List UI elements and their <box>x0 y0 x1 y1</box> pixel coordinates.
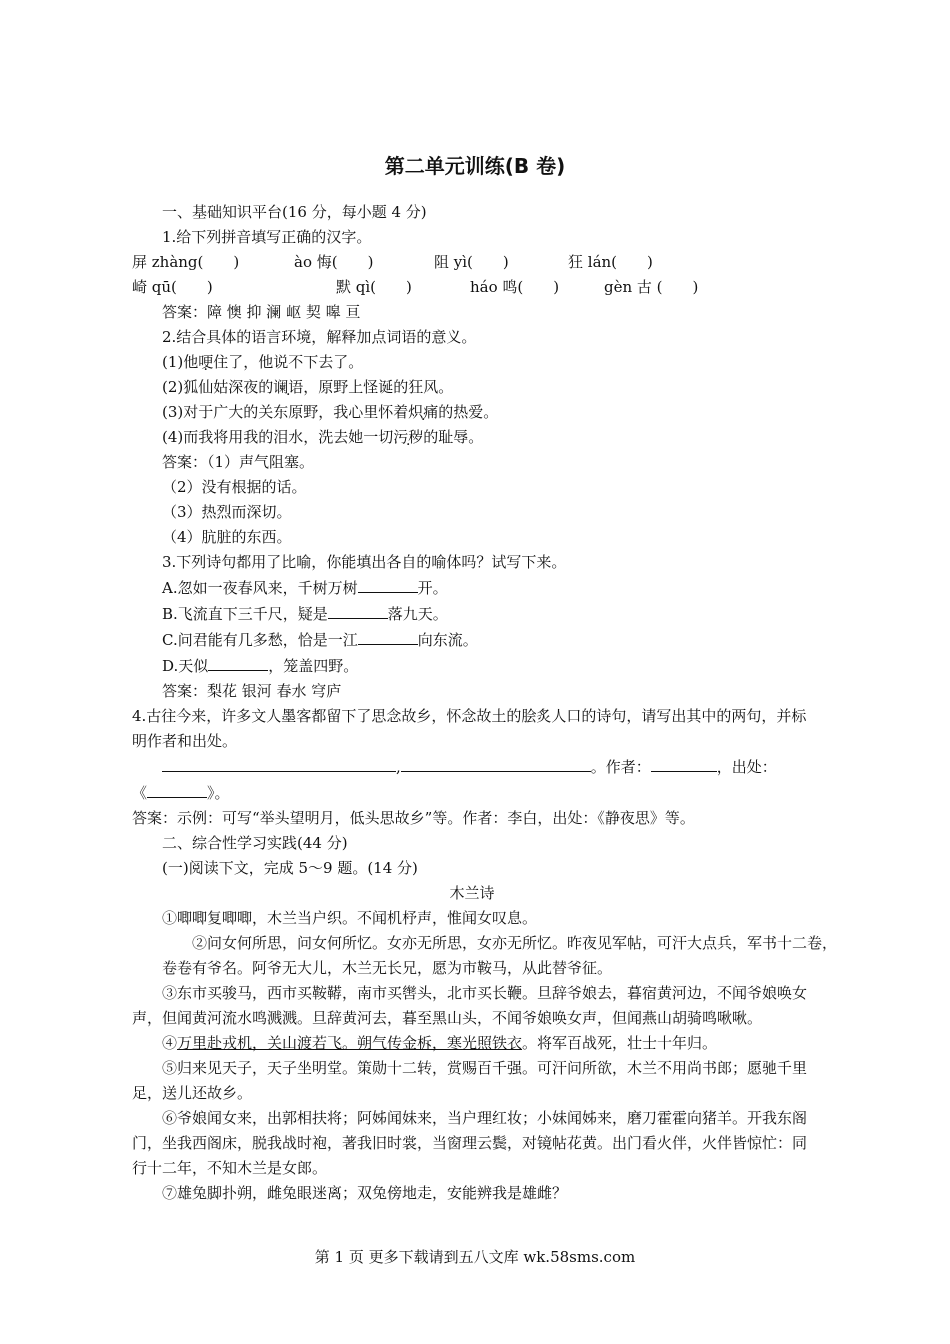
item-text: 开。 <box>417 579 448 597</box>
item-text: ，笼盖四野。 <box>268 657 359 675</box>
reading-intro: (一)阅读下文，完成 5～9 题。(14 分) <box>162 859 418 877</box>
question-2-item <box>162 375 812 400</box>
item-text: D.天似 <box>162 657 209 675</box>
comma: , <box>396 758 401 776</box>
section-heading: 二、综合性学习实践(44 分) <box>162 834 348 852</box>
poem-paragraph <box>162 1031 812 1056</box>
pinyin-item: 狂 lán( ) <box>568 253 653 271</box>
dotted-word: 污秽 <box>393 428 424 446</box>
poem-text: ③东市买骏马，西市买鞍鞯，南市买辔头，北市买长鞭。旦辞爷娘去，暮宿黄河边，不闻爷娘唤女声，但闻黄河流水鸣溅溅。旦辞黄河去，暮至黑山头，不闻爷娘唤女声，但闻燕山胡骑鸣啾啾。 <box>132 984 808 1027</box>
poem-paragraph <box>132 981 812 1031</box>
pinyin-row-1 <box>132 250 812 275</box>
poem-paragraph <box>132 1056 812 1106</box>
answer-text: 答案：（1）声气阻塞。 <box>162 453 315 471</box>
question-2-item <box>162 400 812 425</box>
answer-text: 答案：梨花 银河 春水 穹庐 <box>162 682 342 700</box>
answer-text: （4）肮脏的东西。 <box>162 528 292 546</box>
dotted-word: 谰语 <box>273 378 304 396</box>
item-text: 落九天。 <box>387 605 448 623</box>
underlined-text: 万里赴戎机，关山渡若飞。朔气传金柝，寒光照铁衣 <box>177 1034 523 1052</box>
item-text: ，原野上怪诞的狂风。 <box>303 378 454 396</box>
pinyin-item: háo 鸣( ) <box>470 278 560 296</box>
source-blank[interactable] <box>147 780 207 798</box>
answer-text: 答案：示例：可写“举头望明月，低头思故乡”等。作者：李白，出处：《静夜思》等。 <box>132 809 695 827</box>
fill-blank[interactable] <box>208 653 268 671</box>
fill-blank[interactable] <box>328 601 388 619</box>
document-body <box>132 200 838 1206</box>
paragraph-number: ④ <box>162 1034 178 1052</box>
source-label: ，出处： <box>716 758 777 776</box>
poem-paragraph: ⑦雄兔脚扑朔，雌兔眼迷离；双兔傍地走，安能辨我是雄雌？ <box>162 1184 568 1202</box>
question-4-blanks <box>162 754 812 780</box>
pinyin-item: ào 悔( ) <box>294 253 374 271</box>
answer-text: 答案：障 懊 抑 澜 岖 契 嗥 亘 <box>162 303 361 321</box>
item-text: 的耻辱。 <box>423 428 484 446</box>
question-3-item <box>162 601 812 627</box>
poem-text: ⑤归来见天子，天子坐明堂。策勋十二转，赏赐百千强。可汗问所欲，木兰不用尚书郎；愿驰千里足，送儿还故乡。 <box>132 1059 808 1102</box>
question-4-stem: 4.古往今来，许多文人墨客都留下了思念故乡，怀念故土的脍炙人口的诗句，请写出其中的两句，并标明作者和出处。 <box>132 707 807 750</box>
item-text: C.问君能有几多愁，恰是一江 <box>162 631 358 649</box>
question-3-item <box>162 653 812 679</box>
item-text: (2)狐仙姑深夜的 <box>162 378 274 396</box>
pinyin-item: 崎 qū( ) <box>132 278 213 296</box>
dotted-word: 炽痛 <box>408 403 439 421</box>
item-text: (4)而我将用我的泪水，洗去她一切 <box>162 428 394 446</box>
poem-paragraph: ①唧唧复唧唧，木兰当户织。不闻机杼声，惟闻女叹息。 <box>162 909 538 927</box>
question-2-item <box>162 350 812 375</box>
item-text: (3)对于广大的关东原野，我心里怀着 <box>162 403 409 421</box>
pinyin-item: 默 qì( ) <box>336 278 412 296</box>
pinyin-item: 屏 zhàng( ) <box>132 253 240 271</box>
poem-text: 。将军百战死，壮士十年归。 <box>522 1034 718 1052</box>
author-blank[interactable] <box>651 754 717 772</box>
question-3-item <box>162 575 812 601</box>
question-2-stem: 2.结合具体的语言环境，解释加点词语的意义。 <box>162 328 477 346</box>
question-3-item <box>162 627 812 653</box>
question-4-source <box>132 780 812 806</box>
item-text: 向东流。 <box>417 631 478 649</box>
page-footer: 第 1 页 更多下载请到五八文库 wk.58sms.com <box>314 1248 636 1266</box>
pinyin-item: gèn 古 ( ) <box>604 278 699 296</box>
item-text: (1)他 <box>162 353 199 371</box>
item-text: 的热爱。 <box>438 403 499 421</box>
poem-paragraph <box>162 931 842 981</box>
answer-text: （2）没有根据的话。 <box>162 478 307 496</box>
pinyin-row-2 <box>132 275 812 300</box>
answer-text: （3）热烈而深切。 <box>162 503 292 521</box>
book-mark: 《 <box>132 784 148 802</box>
question-1-stem: 1.给下列拼音填写正确的汉字。 <box>162 228 372 246</box>
book-mark: 》。 <box>207 784 230 802</box>
dotted-word: 哽 <box>198 353 214 371</box>
poem-text: ②问女何所思，问女何所忆。女亦无所思，女亦无所忆。昨夜见军帖，可汗大点兵，军书十二卷，卷卷有爷名。阿爷无大儿，木兰无长兄，愿为市鞍马，从此替爷征。 <box>162 934 838 977</box>
poem-title: 木兰诗 <box>449 884 495 902</box>
author-label: 。作者： <box>590 758 651 776</box>
fill-blank[interactable] <box>358 575 418 593</box>
poem-paragraph <box>132 1106 812 1181</box>
poem-text: ⑥爷娘闻女来，出郭相扶将；阿姊闻妹来，当户理红妆；小妹闻姊来，磨刀霍霍向猪羊。开我东阁门，坐我西阁床，脱我战时袍，著我旧时裳，当窗理云鬓，对镜帖花黄。出门看火伴，火伴皆惊忙：同行十二年，不知木兰是女郎。 <box>132 1109 808 1177</box>
question-2-item <box>162 425 812 450</box>
poem-line-blank[interactable] <box>162 754 396 772</box>
item-text: 住了，他说不下去了。 <box>213 353 364 371</box>
item-text: A.忽如一夜春风来，千树万树 <box>162 579 358 597</box>
item-text: B.飞流直下三千尺，疑是 <box>162 605 328 623</box>
poem-line-blank[interactable] <box>401 754 591 772</box>
page-title: 第二单元训练(B 卷) <box>384 154 566 178</box>
section-heading: 一、基础知识平台(16 分，每小题 4 分) <box>162 203 427 221</box>
question-3-stem: 3.下列诗句都用了比喻，你能填出各自的喻体吗？试写下来。 <box>162 553 567 571</box>
fill-blank[interactable] <box>358 627 418 645</box>
pinyin-item: 阻 yì( ) <box>434 253 509 271</box>
